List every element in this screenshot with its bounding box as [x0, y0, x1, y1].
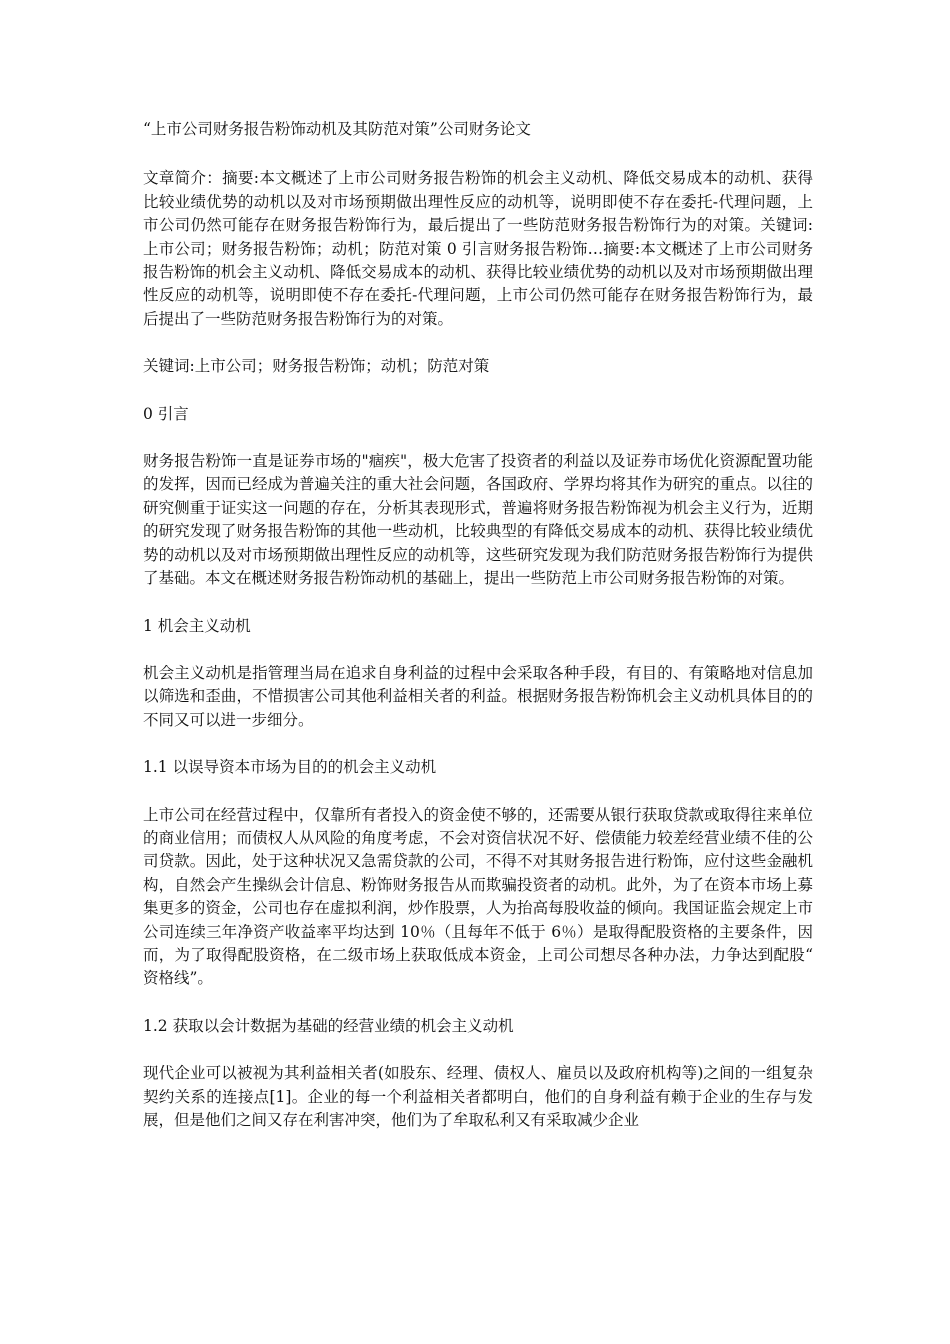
heading-section-1-1: 1.1 以误导资本市场为目的的机会主义动机: [143, 758, 437, 777]
paragraph-section-1-1: 上市公司在经营过程中，仅靠所有者投入的资金使不够的，还需要从银行获取贷款或取得往来单位的商业信用；而债权人从风险的角度考虑，不会对资信状况不好、偿债能力较差经营业绩不佳的公司贷款。因此，处于这种状况又急需贷款的公司，不得不对其财务报告进行粉饰，应付这些金融机构，自然会产生操纵会计信息、粉饰财务报告从而欺骗投资者的动机。此外，为了在资本市场上募集更多的资金，公司也存在虚拟利润，炒作股票，人为抬高每股收益的倾向。我国证监会规定上市公司连续三年净资产收益率平均达到 10％（且每年不低于 6％）是取得配股资格的主要条件，因而，为了取得配股资格，在二级市场上获取低成本资金，上司公司想尽各种办法，力争达到配股“资格线”。: [143, 805, 813, 988]
paragraph-introduction: 财务报告粉饰一直是证券市场的"痼疾"，极大危害了投资者的利益以及证券市场优化资源配置功能的发挥，因而已经成为普遍关注的重大社会问题，各国政府、学界均将其作为研究的重点。以往的研究侧重于证实这一问题的存在，分析其表现形式，普遍将财务报告粉饰视为机会主义行为，近期的研究发现了财务报告粉饰的其他一些动机，比较典型的有降低交易成本的动机、获得比较业绩优势的动机以及对市场预期做出理性反应的动机等，这些研究发现为我们防范财务报告粉饰行为提供了基础。本文在概述财务报告粉饰动机的基础上，提出一些防范上市公司财务报告粉饰的对策。: [143, 452, 813, 588]
paragraph-abstract-summary: 文章简介：摘要:本文概述了上市公司财务报告粉饰的机会主义动机、降低交易成本的动机、获得比较业绩优势的动机以及对市场预期做出理性反应的动机等，说明即使不存在委托-代理问题，上市公司仍然可能存在财务报告粉饰行为，最后提出了一些防范财务报告粉饰行为的对策。关键词:上市公司；财务报告粉饰；动机；防范对策 0 引言财务报告粉饰…摘要:本文概述了上市公司财务报告粉饰的机会主义动机、降低交易成本的动机、获得比较业绩优势的动机以及对市场预期做出理性反应的动机等，说明即使不存在委托-代理问题，上市公司仍然可能存在财务报告粉饰行为，最后提出了一些防范财务报告粉饰行为的对策。: [143, 169, 813, 328]
heading-introduction: 0 引言: [143, 404, 189, 423]
paragraph-section-1-2: 现代企业可以被视为其利益相关者(如股东、经理、债权人、雇员以及政府机构等)之间的一组复杂契约关系的连接点[1]。企业的每一个利益相关者都明白，他们的自身利益有赖于企业的生存与发展，但是他们之间又存在利害冲突，他们为了牟取私利又有采取减少企业: [143, 1064, 813, 1129]
paragraph-section-1: 机会主义动机是指管理当局在追求自身利益的过程中会采取各种手段，有目的、有策略地对信息加以筛选和歪曲，不惜损害公司其他利益相关者的利益。根据财务报告粉饰机会主义动机具体目的的不同又可以进一步细分。: [143, 663, 813, 729]
heading-section-1-2: 1.2 获取以会计数据为基础的经营业绩的机会主义动机: [143, 1016, 514, 1035]
heading-section-1: 1 机会主义动机: [143, 616, 251, 635]
document-body: [143, 118, 813, 1156]
paragraph-keywords: 关键词:上市公司；财务报告粉饰；动机；防范对策: [143, 357, 490, 376]
document-title: “上市公司财务报告粉饰动机及其防范对策”公司财务论文: [143, 120, 531, 138]
